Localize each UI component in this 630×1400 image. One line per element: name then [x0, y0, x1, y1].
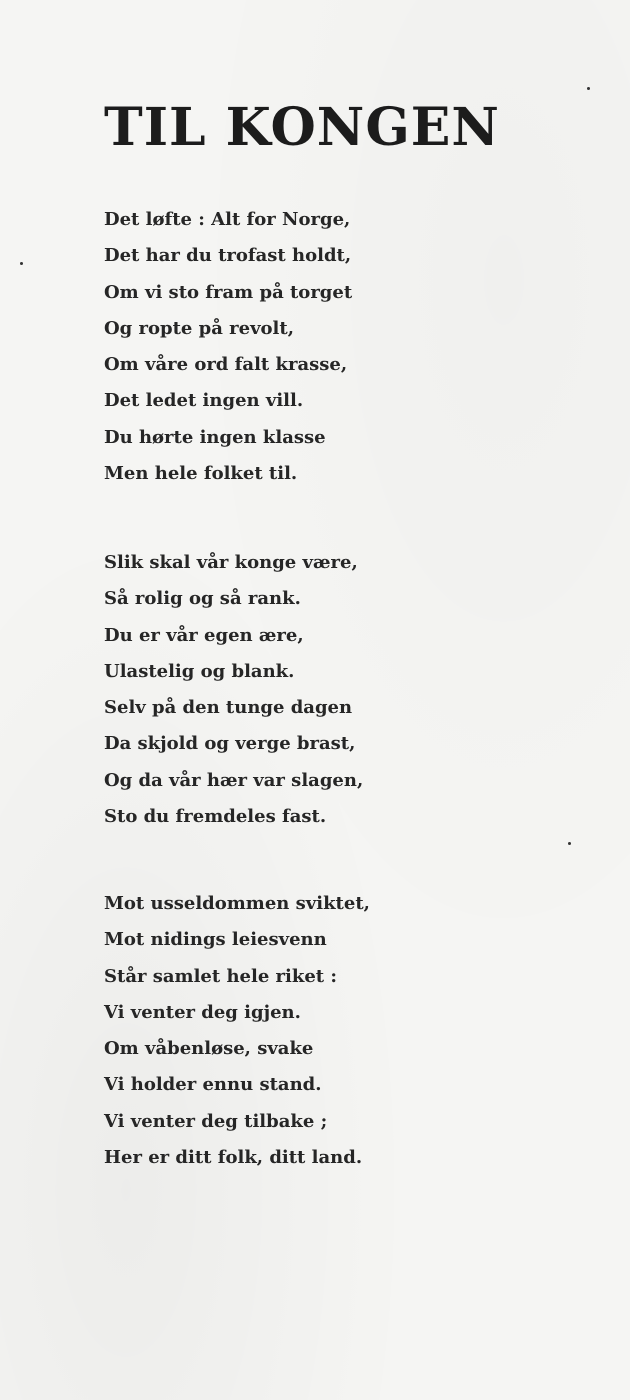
poem-line: Selv på den tunge dagen — [104, 697, 353, 719]
poem-line: Her er ditt folk, ditt land. — [104, 1147, 363, 1169]
poem-line: Det ledet ingen vill. — [104, 390, 304, 412]
print-speck — [587, 87, 590, 90]
poem-line: Vi venter deg tilbake ; — [104, 1110, 328, 1132]
poem-line: Du er vår egen ære, — [104, 624, 304, 646]
poem-line: Om våbenløse, svake — [104, 1038, 314, 1060]
poem-line: Og ropte på revolt, — [104, 317, 294, 339]
poem-line: Står samlet hele riket : — [104, 965, 338, 987]
poem-line: Slik skal vår konge være, — [104, 552, 358, 573]
stanza-1 — [104, 202, 352, 492]
poem-line: Og da vår hær var slagen, — [104, 769, 364, 791]
stanza-2 — [104, 545, 363, 835]
poem-line: Men hele folket til. — [104, 463, 298, 485]
poem-line: Da skjold og verge brast, — [104, 733, 356, 755]
poem-line: Sto du fremdeles fast. — [104, 806, 327, 828]
stanza-3 — [104, 886, 370, 1176]
poem-line: Om vi sto fram på torget — [104, 281, 353, 303]
print-speck — [20, 262, 23, 265]
poem-line: Det har du trofast holdt, — [104, 245, 352, 267]
poem-line: Ulastelig og blank. — [104, 660, 295, 682]
poem-line: Vi venter deg igjen. — [104, 1001, 301, 1023]
poem-line: Du hørte ingen klasse — [104, 426, 326, 448]
print-speck — [568, 842, 571, 845]
poem-line: Det løfte : Alt for Norge, — [104, 209, 351, 230]
poem-line: Om våre ord falt krasse, — [104, 354, 348, 376]
poem-title: TIL KONGEN — [104, 97, 500, 158]
poem-line: Vi holder ennu stand. — [104, 1074, 322, 1096]
poem-line: Mot nidings leiesvenn — [104, 929, 327, 951]
poem-line: Så rolig og så rank. — [104, 588, 301, 610]
poem-line: Mot usseldommen sviktet, — [104, 893, 370, 914]
